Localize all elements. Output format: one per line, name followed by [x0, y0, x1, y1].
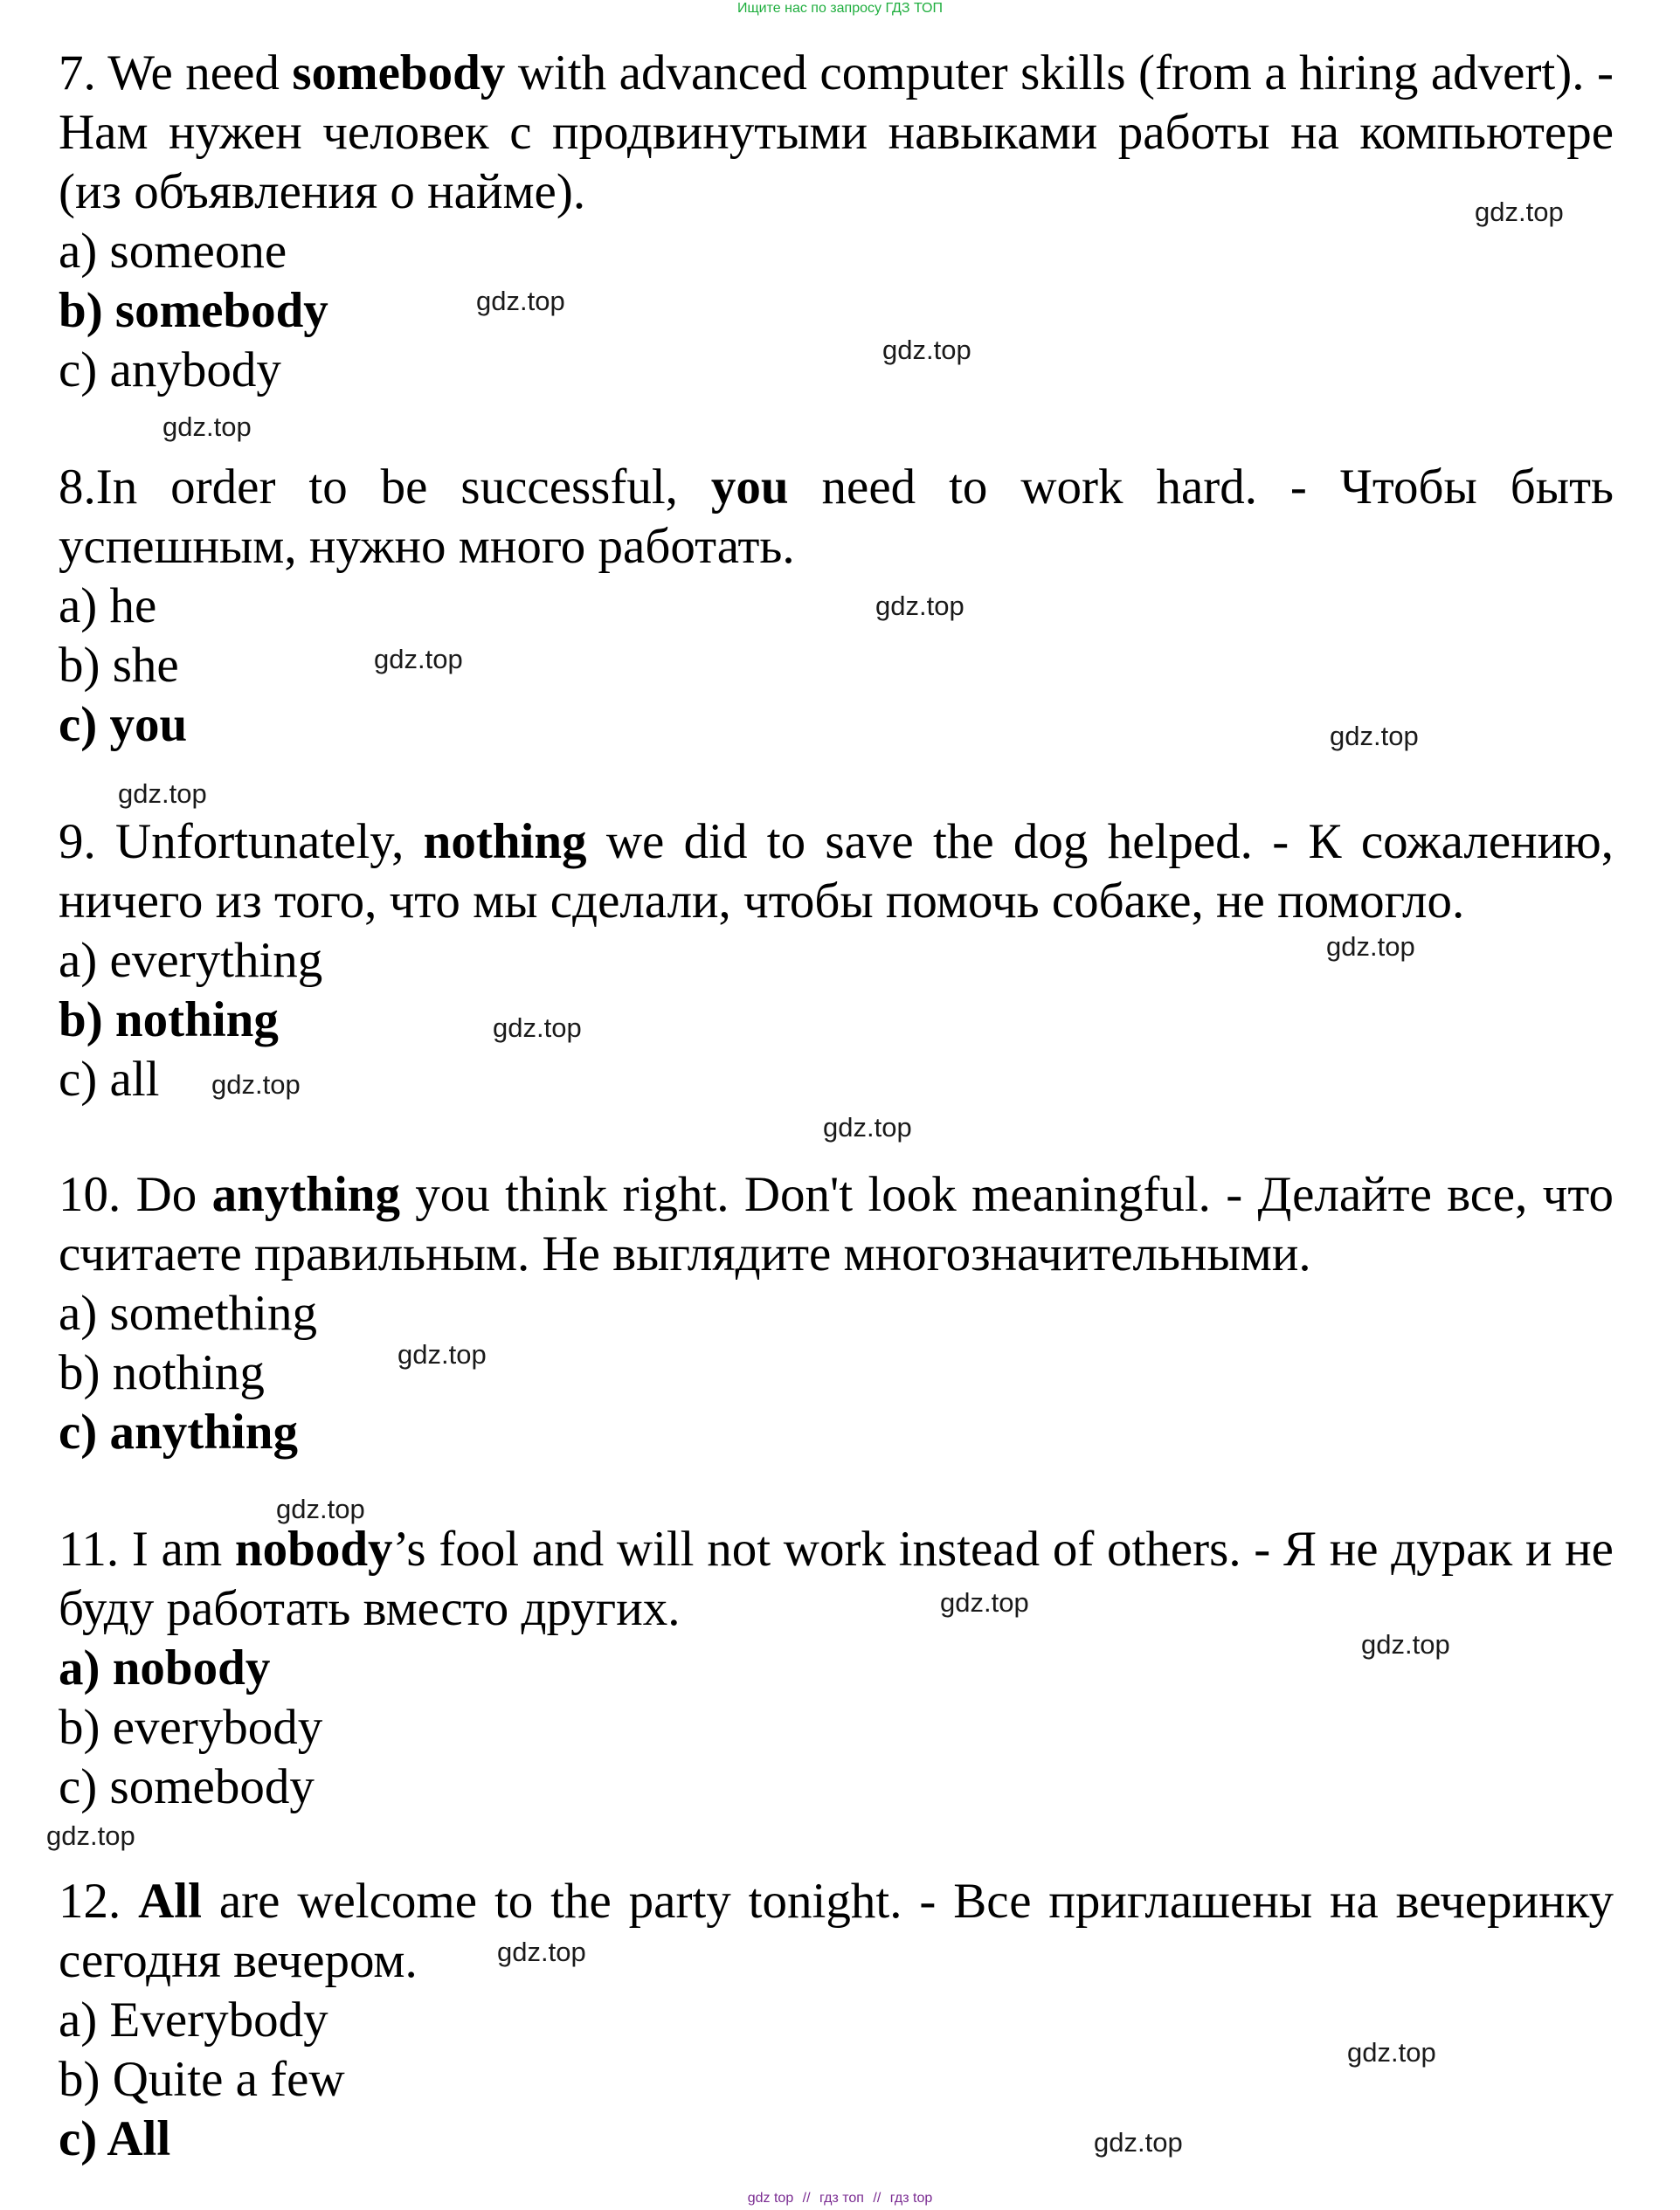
option-c-correct: c) anything [59, 1405, 298, 1460]
watermark: gdz.top [1475, 197, 1564, 227]
option-a: a) something [59, 1286, 318, 1341]
watermark: gdz.top [476, 286, 565, 316]
watermark: gdz.top [1326, 931, 1415, 962]
watermark: gdz.top [940, 1587, 1029, 1618]
option-c: c) anybody [59, 342, 281, 397]
question-part: you think right. Don't look meaningful. - Делайте все, что считаете правильным. Не выглядите многозначительными. [59, 1167, 1614, 1281]
exercise-11 [59, 1520, 1614, 1817]
question-text [59, 1165, 1614, 1284]
question-number: 12. [59, 1874, 121, 1929]
watermark: gdz.top [497, 1937, 586, 1967]
option-a: a) he [59, 578, 157, 633]
question-part: In order to be successful, [95, 459, 711, 515]
option-a: a) Everybody [59, 1992, 328, 2048]
question-part: need to work hard. - Чтобы быть успешным, нужно много работать. [59, 459, 1614, 574]
bottom-banner-item: gdz top [747, 2191, 794, 2206]
question-text [59, 812, 1614, 931]
option-b-correct: b) nothing [59, 992, 279, 1047]
option-a: a) everything [59, 933, 323, 988]
keyword: somebody [292, 45, 506, 100]
question-text [59, 1872, 1614, 1991]
watermark: gdz.top [823, 1112, 912, 1143]
question-part: with advanced computer skills (from a hiring advert). - Нам нужен человек с продвинутыми навыками работы на компьютере (из объявления о найме). [59, 45, 1614, 219]
option-b: b) everybody [59, 1700, 323, 1755]
watermark: gdz.top [46, 1820, 135, 1851]
question-part: Do [121, 1167, 212, 1222]
question-number: 10. [59, 1167, 121, 1222]
question-text [59, 458, 1614, 577]
option-c: c) somebody [59, 1759, 315, 1814]
exercise-8 [59, 458, 1614, 755]
watermark: gdz.top [1094, 2127, 1183, 2158]
watermark: gdz.top [118, 778, 207, 809]
keyword: you [710, 459, 789, 515]
top-banner: Ищите нас по запросу ГДЗ ТОП [737, 1, 943, 16]
option-b: b) she [59, 638, 179, 693]
option-c-correct: c) you [59, 697, 188, 752]
watermark: gdz.top [276, 1494, 365, 1524]
question-part: Unfortunately, [95, 814, 424, 869]
watermark: gdz.top [374, 644, 463, 674]
question-part: We need [95, 45, 293, 100]
option-c: c) all [59, 1052, 160, 1107]
option-b: b) nothing [59, 1345, 265, 1400]
bottom-banner-separator: // [873, 2191, 881, 2206]
option-a-correct: a) nobody [59, 1640, 271, 1695]
bottom-banner-item: гдз топ [819, 2191, 864, 2206]
question-number: 9. [59, 814, 96, 869]
watermark: gdz.top [1361, 1629, 1450, 1660]
exercise-12 [59, 1872, 1614, 2169]
question-part: we did to save the dog helped. - К сожалению, ничего из того, что мы сделали, чтобы помочь собаке, не помогло. [59, 814, 1614, 929]
option-c-correct: c) All [59, 2111, 171, 2166]
question-part: ’s fool and will not work instead of others. - Я не дурак и не буду работать вместо других. [59, 1522, 1614, 1636]
keyword: All [138, 1874, 202, 1929]
option-b-correct: b) somebody [59, 283, 328, 338]
watermark: gdz.top [162, 411, 252, 442]
question-text [59, 1520, 1614, 1639]
exercise-7 [59, 44, 1614, 400]
watermark: gdz.top [398, 1339, 487, 1370]
watermark: gdz.top [875, 590, 964, 621]
question-number: 11. [59, 1522, 120, 1577]
question-number: 8. [59, 459, 96, 515]
watermark: gdz.top [211, 1069, 301, 1100]
keyword: anything [211, 1167, 400, 1222]
keyword: nobody [234, 1522, 393, 1577]
question-text [59, 44, 1614, 222]
question-part: are welcome to the party tonight. - Все приглашены на вечеринку сегодня вечером. [59, 1874, 1614, 1988]
watermark: gdz.top [1347, 2037, 1436, 2068]
bottom-banner [0, 2191, 1680, 2207]
watermark: gdz.top [1330, 721, 1419, 751]
bottom-banner-item: гдз top [889, 2191, 933, 2206]
bottom-banner-separator: // [802, 2191, 811, 2206]
exercise-10 [59, 1165, 1614, 1462]
question-number: 7. [59, 45, 96, 100]
question-part [121, 1874, 138, 1929]
keyword: nothing [423, 814, 587, 869]
watermark: gdz.top [882, 335, 971, 365]
option-b: b) Quite a few [59, 2052, 345, 2107]
option-a: a) someone [59, 224, 287, 279]
watermark: gdz.top [493, 1012, 582, 1043]
question-part: I am [119, 1522, 235, 1577]
